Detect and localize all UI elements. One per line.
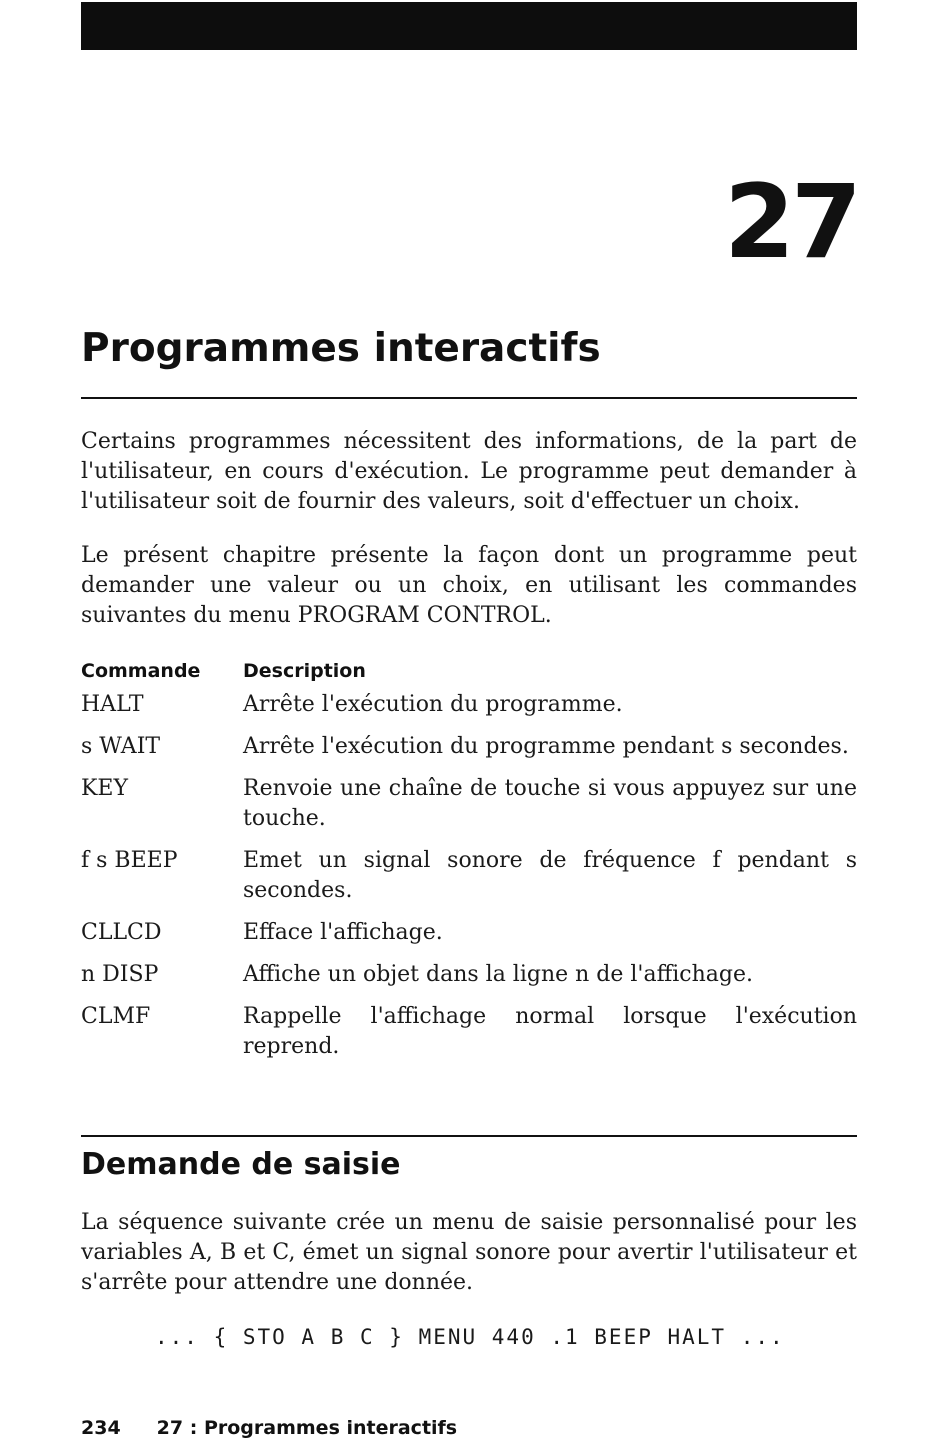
chapter-title: Programmes interactifs: [81, 326, 601, 371]
description-cell: Efface l'affichage.: [243, 920, 443, 945]
description-cell: Affiche un objet dans la ligne n de l'affichage.: [243, 962, 753, 987]
code-example: ... { STO A B C } MENU 440 .1 BEEP HALT ...: [155, 1325, 785, 1349]
description-cell: Rappelle l'affichage normal lorsque l'exécution reprend.: [243, 1004, 857, 1059]
table-row: [81, 690, 857, 720]
command-cell: KEY: [81, 776, 129, 801]
description-cell: Arrête l'exécution du programme.: [243, 692, 623, 717]
chapter-number: 27: [724, 163, 858, 282]
section-paragraph: La séquence suivante crée un menu de saisie personnalisé pour les variables A, B et C, émet un signal sonore pour avertir l'utilisateur et s'arrête pour attendre une donnée.: [81, 1210, 857, 1295]
description-cell: Emet un signal sonore de fréquence f pendant s secondes.: [243, 848, 857, 903]
title-divider: [81, 397, 857, 399]
intro-paragraph-2: Le présent chapitre présente la façon dont un programme peut demander une valeur ou un choix, en utilisant les commandes suivantes du menu PROGRAM CONTROL.: [81, 543, 857, 628]
table-row: [81, 732, 857, 762]
page-number: 234: [81, 1417, 121, 1439]
commands-table: [81, 656, 857, 1074]
header-command: Commande: [81, 660, 201, 682]
command-cell: HALT: [81, 692, 144, 717]
header-description: Description: [243, 660, 366, 682]
section-title: Demande de saisie: [81, 1147, 401, 1182]
table-row: [81, 918, 857, 948]
description-cell: Arrête l'exécution du programme pendant s secondes.: [243, 734, 849, 759]
table-row: [81, 846, 857, 906]
command-cell: s WAIT: [81, 734, 161, 759]
table-row: [81, 774, 857, 834]
table-header-row: [81, 656, 857, 690]
table-row: [81, 960, 857, 990]
intro-paragraph-1: Certains programmes nécessitent des informations, de la part de l'utilisateur, en cours d'exécution. Le programme peut demander à l'utilisateur soit de fournir des valeurs, soit d'effectuer un choix.: [81, 429, 857, 514]
description-cell: Renvoie une chaîne de touche si vous appuyez sur une touche.: [243, 776, 857, 831]
command-cell: f s BEEP: [81, 848, 178, 873]
page-footer: [81, 1416, 457, 1440]
chapter-header-bar: [81, 2, 857, 50]
command-cell: n DISP: [81, 962, 159, 987]
running-title: 27 : Programmes interactifs: [156, 1417, 458, 1439]
table-row: [81, 1002, 857, 1062]
command-cell: CLMF: [81, 1004, 151, 1029]
command-cell: CLLCD: [81, 920, 162, 945]
section-divider: [81, 1135, 857, 1137]
